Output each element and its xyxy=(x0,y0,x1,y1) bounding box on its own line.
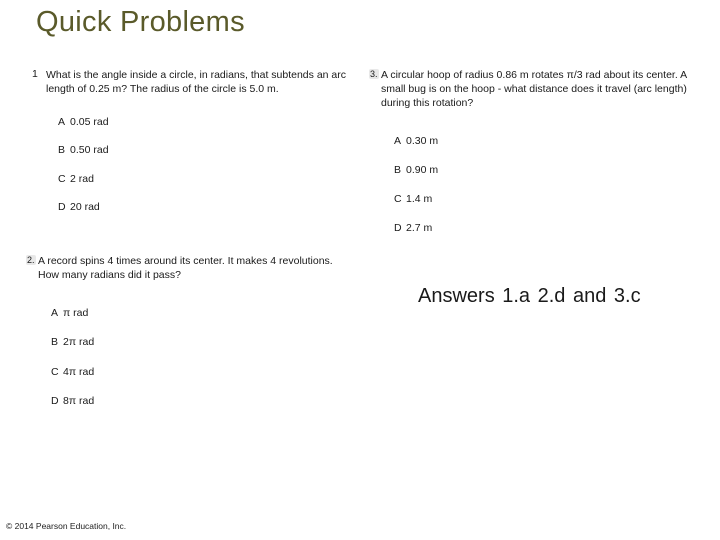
answer-option-b[interactable] xyxy=(394,164,438,176)
option-letter: A xyxy=(394,135,402,147)
option-text: 2π rad xyxy=(63,336,95,348)
option-letter: D xyxy=(394,222,402,234)
option-text: 0.30 m xyxy=(406,135,439,147)
option-text: 2.7 m xyxy=(406,222,433,234)
option-text: 1.4 m xyxy=(406,193,433,205)
question-number: 3. xyxy=(370,69,378,79)
answer-option-d[interactable] xyxy=(394,222,432,234)
option-text: 0.90 m xyxy=(406,164,439,176)
answer-option-a[interactable] xyxy=(394,135,438,147)
option-letter: C xyxy=(394,193,402,205)
option-letter: D xyxy=(58,201,66,213)
answer-option-d[interactable] xyxy=(58,201,100,213)
answer-option-d[interactable] xyxy=(51,395,94,407)
question-text-line: A record spins 4 times around its center. It makes 4 revolutions. xyxy=(38,255,333,267)
option-letter: B xyxy=(51,336,59,348)
option-letter: B xyxy=(58,144,66,156)
option-letter: C xyxy=(58,173,66,185)
option-text: 8π rad xyxy=(63,395,95,407)
option-text: π rad xyxy=(63,307,89,319)
slide-title: Quick Problems xyxy=(36,6,245,38)
copyright-notice: © 2014 Pearson Education, Inc. xyxy=(6,521,127,531)
option-text: 0.05 rad xyxy=(70,116,109,128)
option-letter: A xyxy=(51,307,59,319)
question-text-line: during this rotation? xyxy=(381,97,474,109)
option-letter: B xyxy=(394,164,402,176)
answer-option-a[interactable] xyxy=(51,307,88,319)
question-number: 1 xyxy=(32,68,38,80)
answer-option-c[interactable] xyxy=(394,193,432,205)
option-letter: D xyxy=(51,395,59,407)
question-text-line: What is the angle inside a circle, in radians, that subtends an arc xyxy=(46,69,346,81)
option-text: 20 rad xyxy=(70,201,100,213)
answer-option-c[interactable] xyxy=(51,366,94,378)
answers-text: Answers 1.a 2.d and 3.c xyxy=(418,285,641,307)
option-text: 0.50 rad xyxy=(70,144,109,156)
answer-option-c[interactable] xyxy=(58,173,94,185)
question-text-line: How many radians did it pass? xyxy=(38,269,181,281)
answer-option-b[interactable] xyxy=(58,144,109,156)
answer-option-a[interactable] xyxy=(58,116,109,128)
answer-option-b[interactable] xyxy=(51,336,94,348)
question-text-line: length of 0.25 m? The radius of the circle is 5.0 m. xyxy=(46,83,279,95)
option-text: 4π rad xyxy=(63,366,95,378)
question-text-line: small bug is on the hoop - what distance does it travel (arc length) xyxy=(381,83,687,95)
question-text-line: A circular hoop of radius 0.86 m rotates π/3 rad about its center. A xyxy=(381,69,688,81)
question-number: 2. xyxy=(27,255,35,265)
option-letter: A xyxy=(58,116,66,128)
option-text: 2 rad xyxy=(70,173,94,185)
option-letter: C xyxy=(51,366,59,378)
